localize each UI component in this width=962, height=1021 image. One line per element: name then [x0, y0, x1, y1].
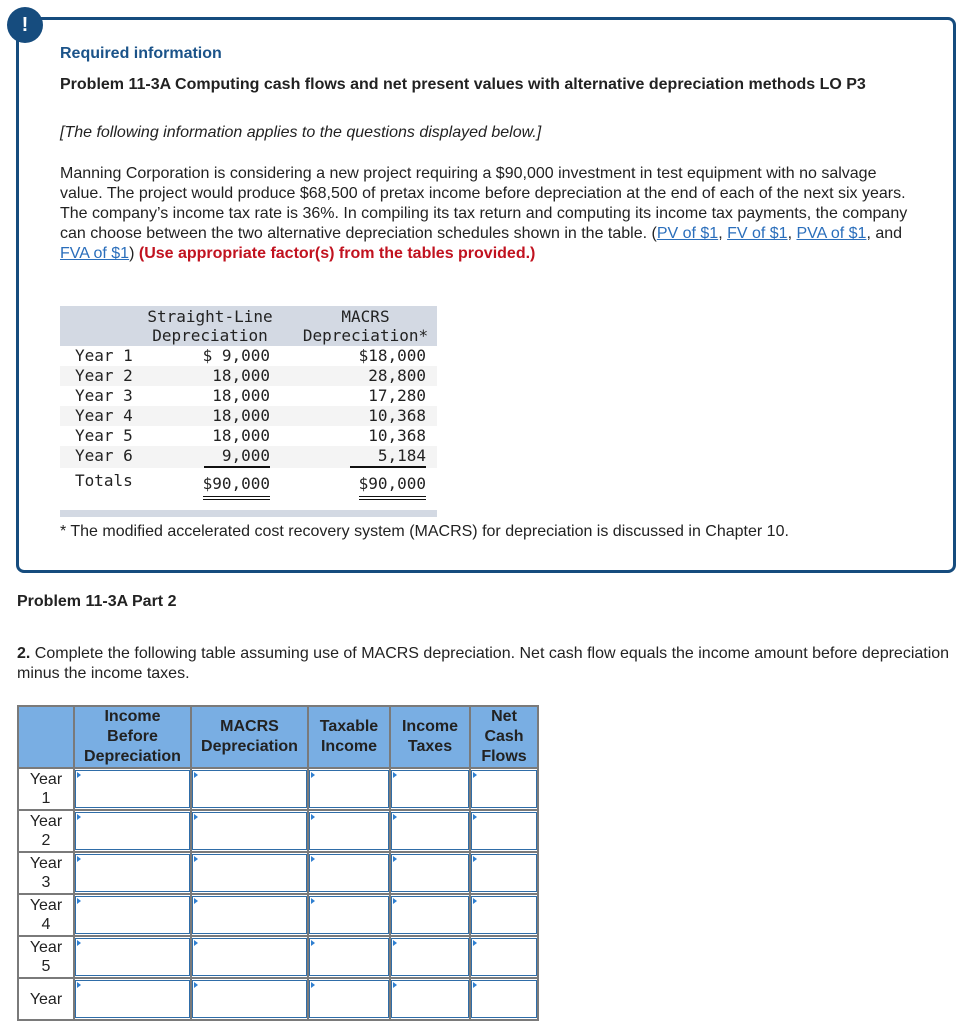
- year-word: Year: [29, 897, 63, 914]
- cell-net-cash-flows[interactable]: [470, 768, 538, 810]
- part-title: Problem 11-3A Part 2: [17, 593, 177, 610]
- depreciation-table-footer-bar: [60, 510, 437, 517]
- instruction-text: (Use appropriate factor(s) from the tables provided.): [138, 245, 536, 262]
- input-net-cash-flows[interactable]: [472, 813, 536, 849]
- link-fva-of-1[interactable]: FVA of $1: [60, 245, 130, 262]
- cell-income-before-depreciation[interactable]: [74, 978, 191, 1020]
- cell-macrs-depreciation[interactable]: [191, 936, 308, 978]
- required-info-label: Required information: [60, 45, 222, 62]
- table-row: [60, 366, 437, 386]
- paragraph-text: Manning Corporation is considering a new project requiring a $90,000 investment in test equipment with no salvage value. The project would produce $68,500 of pretax income before depreciation at the end of each of the next six years. The company’s income tax rate is 36%. In compiling its tax return and computing its income tax payments, the company can choose between the two alternative depreciation schedules shown in the table. (: [60, 165, 908, 242]
- header-sl-line1: Straight-Line: [147, 307, 273, 326]
- input-income-taxes[interactable]: [392, 813, 468, 849]
- input-macrs-depreciation[interactable]: [193, 897, 306, 933]
- question-number: 2.: [17, 645, 31, 662]
- input-taxable-income[interactable]: [310, 771, 388, 807]
- separator: ,: [718, 225, 728, 242]
- cell-income-taxes[interactable]: [390, 978, 470, 1020]
- depreciation-table: [60, 306, 437, 502]
- macrs-value: 10,368: [368, 426, 426, 445]
- input-net-cash-flows[interactable]: [472, 939, 536, 975]
- table-row: [18, 810, 538, 852]
- row-label: Year 5: [75, 426, 133, 445]
- cell-income-taxes[interactable]: [390, 852, 470, 894]
- year-word: Year: [29, 813, 63, 830]
- depreciation-table-header: [60, 306, 437, 346]
- table-row: [60, 406, 437, 426]
- cell-macrs-depreciation[interactable]: [191, 768, 308, 810]
- row-label: Year 4: [75, 406, 133, 425]
- row-label: Year 3: [75, 386, 133, 405]
- input-taxable-income[interactable]: [310, 897, 388, 933]
- macrs-total: $90,000: [359, 472, 426, 500]
- input-income-taxes[interactable]: [392, 897, 468, 933]
- separator: ): [129, 245, 139, 262]
- year-number: 4: [41, 916, 51, 933]
- totals-row: [60, 468, 437, 502]
- input-taxable-income[interactable]: [310, 939, 388, 975]
- input-income-before-depreciation[interactable]: [76, 813, 189, 849]
- header-income-taxes: Income Taxes: [390, 706, 470, 768]
- cell-income-taxes[interactable]: [390, 894, 470, 936]
- cell-income-before-depreciation[interactable]: [74, 768, 191, 810]
- input-macrs-depreciation[interactable]: [193, 813, 306, 849]
- row-label: Year 1: [75, 346, 133, 365]
- year-number: 3: [41, 874, 51, 891]
- year-label: [18, 852, 74, 894]
- input-taxable-income[interactable]: [310, 813, 388, 849]
- cell-income-before-depreciation[interactable]: [74, 894, 191, 936]
- table-row: [18, 936, 538, 978]
- link-pva-of-1[interactable]: PVA of $1: [796, 225, 867, 242]
- input-macrs-depreciation[interactable]: [193, 939, 306, 975]
- cell-macrs-depreciation[interactable]: [191, 810, 308, 852]
- input-net-cash-flows[interactable]: [472, 897, 536, 933]
- link-pv-of-1[interactable]: PV of $1: [656, 225, 719, 242]
- totals-label: Totals: [75, 471, 133, 490]
- cell-income-before-depreciation[interactable]: [74, 936, 191, 978]
- input-net-cash-flows[interactable]: [472, 855, 536, 891]
- table-row: [18, 852, 538, 894]
- header-income-before-depreciation: Income Before Depreciation: [74, 706, 191, 768]
- header-straight-line: [130, 307, 290, 345]
- input-income-taxes[interactable]: [392, 771, 468, 807]
- table-row-partial: [18, 978, 538, 1020]
- input-macrs-depreciation[interactable]: [193, 771, 306, 807]
- cell-macrs-depreciation[interactable]: [191, 852, 308, 894]
- header-taxable-income: Taxable Income: [308, 706, 390, 768]
- year-label: [18, 978, 74, 1020]
- header-macrs-line2: Depreciation*: [302, 326, 429, 345]
- year-number: 1: [41, 790, 51, 807]
- straight-line-value: 18,000: [212, 386, 270, 405]
- cell-net-cash-flows[interactable]: [470, 936, 538, 978]
- cell-taxable-income[interactable]: [308, 768, 390, 810]
- year-label: [18, 768, 74, 810]
- macrs-value: 28,800: [368, 366, 426, 385]
- link-fv-of-1[interactable]: FV of $1: [727, 225, 788, 242]
- info-note: [The following information applies to the questions displayed below.]: [60, 124, 542, 141]
- table-row: [60, 386, 437, 406]
- straight-line-value: 18,000: [212, 406, 270, 425]
- table-row: [18, 768, 538, 810]
- header-blank: [18, 706, 74, 768]
- table-row: [18, 894, 538, 936]
- year-word: Year: [29, 771, 63, 788]
- year-label: [18, 936, 74, 978]
- footnote: * The modified accelerated cost recovery system (MACRS) for depreciation is discussed in Chapter 10.: [60, 523, 789, 540]
- header-macrs-line1: MACRS: [341, 307, 390, 326]
- macrs-value: $18,000: [358, 346, 426, 365]
- input-taxable-income[interactable]: [310, 855, 388, 891]
- year-number: 2: [41, 832, 51, 849]
- answer-table: [17, 705, 539, 1021]
- cell-net-cash-flows[interactable]: [470, 978, 538, 1020]
- cell-macrs-depreciation[interactable]: [191, 978, 308, 1020]
- input-net-cash-flows[interactable]: [472, 771, 536, 807]
- straight-line-value: 18,000: [212, 426, 270, 445]
- cell-taxable-income[interactable]: [308, 852, 390, 894]
- question-text: [17, 644, 957, 684]
- year-label: [18, 810, 74, 852]
- straight-line-value: $ 9,000: [202, 346, 270, 365]
- input-income-taxes[interactable]: [392, 855, 468, 891]
- header-net-cash-flows: Net Cash Flows: [470, 706, 538, 768]
- input-macrs-depreciation[interactable]: [193, 855, 306, 891]
- year-number: 5: [41, 958, 51, 975]
- input-income-before-depreciation[interactable]: [76, 771, 189, 807]
- cell-taxable-income[interactable]: [308, 936, 390, 978]
- table-row: [60, 426, 437, 446]
- macrs-value: 17,280: [368, 386, 426, 405]
- straight-line-value: 18,000: [212, 366, 270, 385]
- answer-table-header: [18, 706, 538, 768]
- year-word: Year: [29, 939, 63, 956]
- header-macrs: [294, 307, 437, 345]
- input-income-taxes[interactable]: [392, 939, 468, 975]
- cell-taxable-income[interactable]: [308, 894, 390, 936]
- input-income-before-depreciation[interactable]: [76, 939, 189, 975]
- straight-line-total: $90,000: [203, 472, 270, 500]
- alert-icon: !: [7, 7, 43, 43]
- separator: , and: [866, 225, 903, 242]
- row-label: Year 2: [75, 366, 133, 385]
- cell-income-before-depreciation[interactable]: [74, 852, 191, 894]
- year-word: Year: [29, 990, 63, 1008]
- cell-income-before-depreciation[interactable]: [74, 810, 191, 852]
- cell-net-cash-flows[interactable]: [470, 852, 538, 894]
- cell-net-cash-flows[interactable]: [470, 810, 538, 852]
- problem-title: Problem 11-3A Computing cash flows and net present values with alternative depreciation methods LO P3: [60, 76, 866, 93]
- problem-paragraph: [60, 164, 920, 264]
- separator: ,: [787, 225, 797, 242]
- macrs-value: 5,184: [350, 446, 426, 468]
- cell-income-taxes[interactable]: [390, 810, 470, 852]
- cell-macrs-depreciation[interactable]: [191, 894, 308, 936]
- input-income-before-depreciation[interactable]: [76, 855, 189, 891]
- table-row: [60, 346, 437, 366]
- question-body: Complete the following table assuming use of MACRS depreciation. Net cash flow equals the income amount before depreciation minus the income taxes.: [17, 645, 950, 682]
- input-income-before-depreciation[interactable]: [76, 897, 189, 933]
- cell-taxable-income[interactable]: [308, 978, 390, 1020]
- cell-income-taxes[interactable]: [390, 768, 470, 810]
- cell-taxable-income[interactable]: [308, 810, 390, 852]
- row-label: Year 6: [75, 446, 133, 465]
- header-macrs-depreciation: MACRS Depreciation: [191, 706, 308, 768]
- cell-income-taxes[interactable]: [390, 936, 470, 978]
- macrs-value: 10,368: [368, 406, 426, 425]
- year-label: [18, 894, 74, 936]
- straight-line-value: 9,000: [204, 446, 270, 468]
- year-word: Year: [29, 855, 63, 872]
- cell-net-cash-flows[interactable]: [470, 894, 538, 936]
- header-sl-line2: Depreciation: [152, 326, 268, 345]
